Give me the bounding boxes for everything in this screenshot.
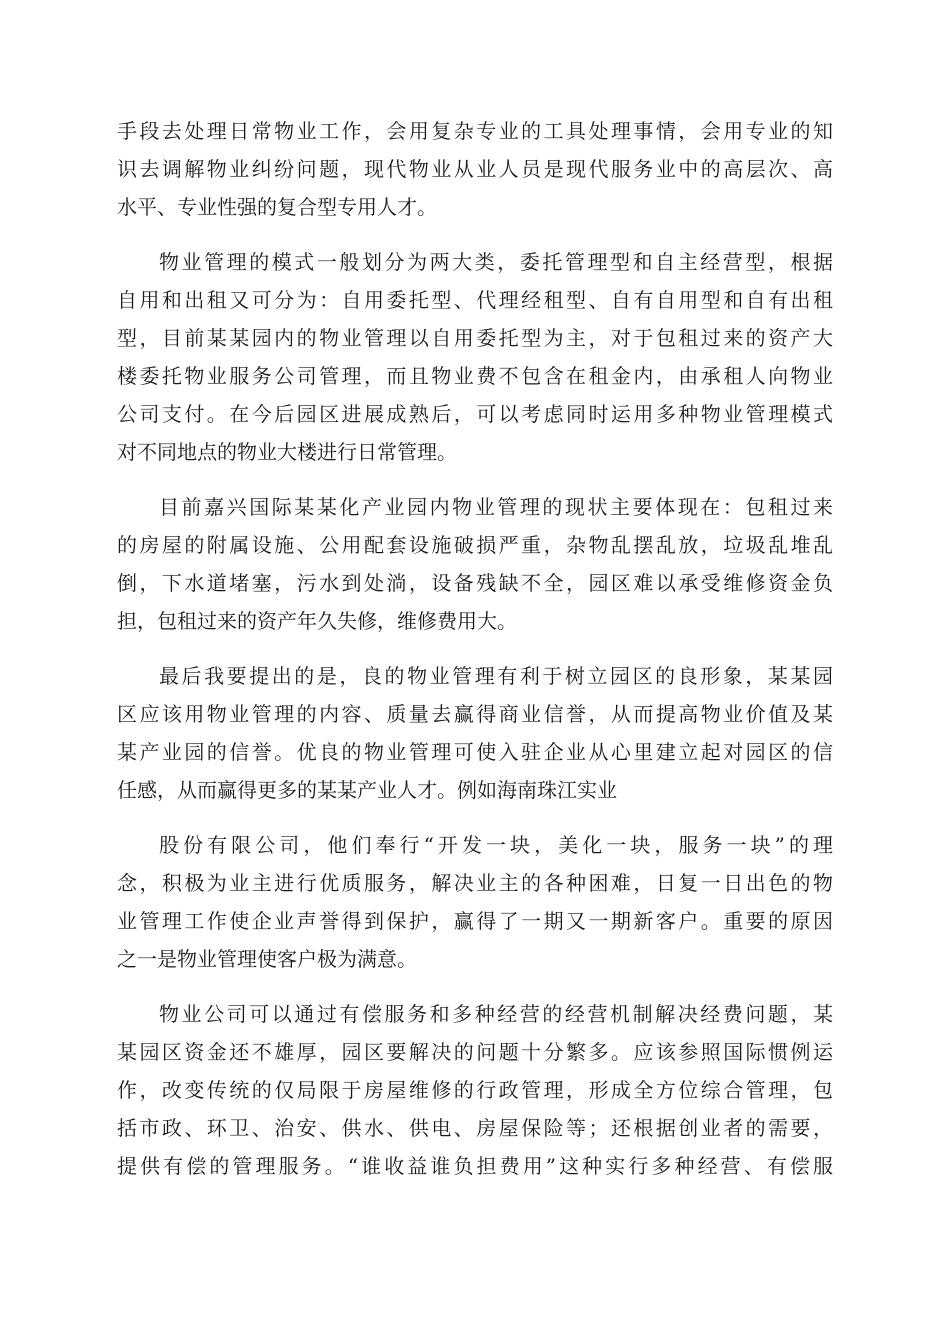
document-page <box>117 112 833 1202</box>
text-line: 提供有偿的管理服务。“谁收益谁负担费用”这种实行多种经营、有偿服 <box>117 1154 833 1178</box>
text-line: 某园区资金还不雄厚，园区要解决的问题十分繁多。应该参照国际惯例运 <box>117 1040 833 1064</box>
paragraph-6 <box>117 995 833 1185</box>
text-line: 区应该用物业管理的内容、质量去赢得商业信誉，从而提高物业价值及某 <box>117 702 833 726</box>
text-line: 物业公司可以通过有偿服务和多种经营的经营机制解决经费问题，某 <box>159 1002 833 1026</box>
text-line: 手段去处理日常物业工作，会用复杂专业的工具处理事情，会用专业的知 <box>117 119 833 143</box>
text-line: 括市政、环卫、治安、供水、供电、房屋保险等；还根据创业者的需要， <box>117 1116 833 1140</box>
text-line: 型，目前某某园内的物业管理以自用委托型为主，对于包租过来的资产大 <box>117 326 833 350</box>
text-line: 物业管理的模式一般划分为两大类，委托管理型和自主经营型，根据 <box>159 250 833 274</box>
text-line: 股份有限公司，他们奉行“开发一块，美化一块，服务一块”的理 <box>159 833 833 857</box>
text-line: 某产业园的信誉。优良的物业管理可使入驻企业从心里建立起对园区的信 <box>117 740 833 764</box>
paragraph-2 <box>117 243 833 471</box>
text-line: 自用和出租又可分为：自用委托型、代理经租型、自有自用型和自有出租 <box>117 288 833 312</box>
text-line: 的房屋的附属设施、公用配套设施破损严重，杂物乱摆乱放，垃圾乱堆乱 <box>117 533 833 557</box>
text-line: 识去调解物业纠纷问题，现代物业从业人员是现代服务业中的高层次、高 <box>117 157 833 181</box>
text-line: 目前嘉兴国际某某化产业园内物业管理的现状主要体现在：包租过来 <box>159 495 833 519</box>
text-line: 作，改变传统的仅局限于房屋维修的行政管理，形成全方位综合管理，包 <box>117 1078 833 1102</box>
text-line: 对不同地点的物业大楼进行日常管理。 <box>117 440 457 464</box>
text-line: 倒，下水道堵塞，污水到处淌，设备残缺不全，园区难以承受维修资金负 <box>117 571 833 595</box>
text-line: 水平、专业性强的复合型专用人才。 <box>117 195 437 219</box>
text-line: 担，包租过来的资产年久失修，维修费用大。 <box>117 609 517 633</box>
paragraph-4 <box>117 657 833 809</box>
text-line: 楼委托物业服务公司管理，而且物业费不包含在租金内，由承租人向物业 <box>117 364 833 388</box>
paragraph-3 <box>117 488 833 640</box>
text-line: 公司支付。在今后园区进展成熟后，可以考虑同时运用多种物业管理模式 <box>117 402 833 426</box>
text-line: 念，积极为业主进行优质服务，解决业主的各种困难，日复一日出色的物 <box>117 871 833 895</box>
paragraph-1 <box>117 112 833 226</box>
text-line: 最后我要提出的是，良的物业管理有利于树立园区的良形象，某某园 <box>159 664 833 688</box>
text-line: 之一是物业管理使客户极为满意。 <box>117 947 417 971</box>
text-line: 业管理工作使企业声誉得到保护，赢得了一期又一期新客户。重要的原因 <box>117 909 833 933</box>
paragraph-5 <box>117 826 833 978</box>
text-line: 任感，从而赢得更多的某某产业人才。例如海南珠江实业 <box>117 778 617 802</box>
